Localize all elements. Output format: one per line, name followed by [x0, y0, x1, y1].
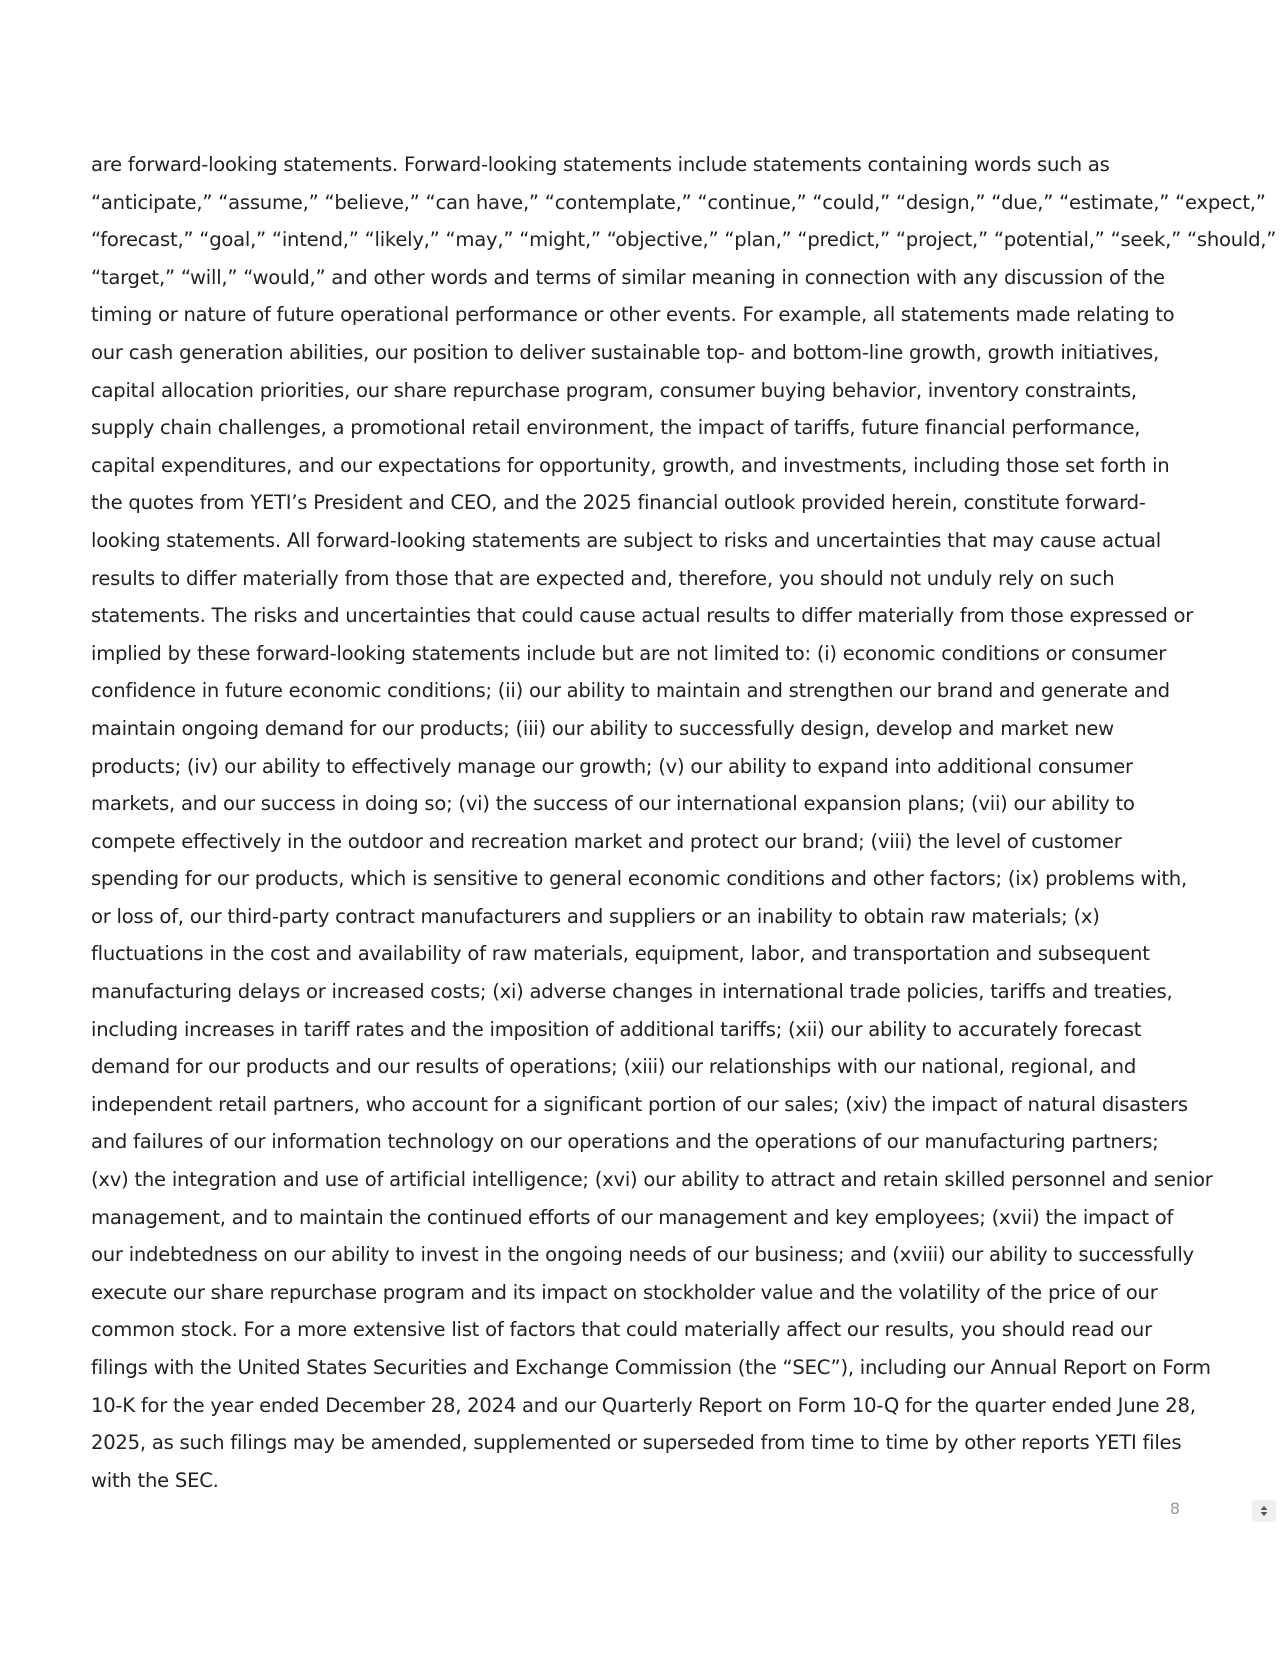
paragraph-line: common stock. For a more extensive list of factors that could materially affect our results, you should read our: [91, 1318, 1152, 1342]
paragraph-line: the quotes from YETI’s President and CEO, and the 2025 financial outlook provided herein, constitute forward-: [91, 491, 1146, 515]
paragraph-line: supply chain challenges, a promotional retail environment, the impact of tariffs, future financial performance,: [91, 416, 1141, 440]
paragraph-line: maintain ongoing demand for our products; (iii) our ability to successfully design, develop and market new: [91, 716, 1114, 740]
paragraph-line: or loss of, our third-party contract manufacturers and suppliers or an inability to obtain raw materials; (x): [91, 904, 1100, 928]
paragraph-line: fluctuations in the cost and availability of raw materials, equipment, labor, and transportation and subsequent: [91, 942, 1150, 966]
paragraph-line: compete effectively in the outdoor and recreation market and protect our brand; (viii) the level of customer: [91, 829, 1122, 853]
paragraph-line: manufacturing delays or increased costs; (xi) adverse changes in international trade policies, tariffs and treaties,: [91, 980, 1173, 1004]
paragraph-line: with the SEC.: [91, 1468, 219, 1492]
page-number: 8: [1169, 1499, 1180, 1518]
paragraph-line: “target,” “will,” “would,” and other words and terms of similar meaning in connection with any discussion of the: [91, 265, 1165, 289]
paragraph-line: products; (iv) our ability to effectively manage our growth; (v) our ability to expand into additional consumer: [91, 754, 1133, 778]
paragraph-line: management, and to maintain the continued efforts of our management and key employees; (xvii) the impact of: [91, 1205, 1174, 1229]
forward-looking-statements-paragraph: [91, 146, 1277, 1499]
scroll-stepper-button[interactable]: [1252, 1500, 1276, 1522]
paragraph-line: demand for our products and our results of operations; (xiii) our relationships with our national, regional, and: [91, 1055, 1137, 1079]
paragraph-line: execute our share repurchase program and its impact on stockholder value and the volatility of the price of our: [91, 1280, 1158, 1304]
paragraph-line: implied by these forward-looking statements include but are not limited to: (i) economic conditions or consumer: [91, 641, 1167, 665]
paragraph-line: our cash generation abilities, our position to deliver sustainable top- and bottom-line growth, growth initiatives,: [91, 340, 1159, 364]
paragraph-line: markets, and our success in doing so; (vi) the success of our international expansion plans; (vii) our ability to: [91, 792, 1135, 816]
paragraph-line: capital allocation priorities, our share repurchase program, consumer buying behavior, inventory constraints,: [91, 378, 1137, 402]
up-down-chevron-icon: [1259, 1504, 1269, 1518]
paragraph-line: timing or nature of future operational performance or other events. For example, all statements made relating to: [91, 303, 1175, 327]
paragraph-line: and failures of our information technology on our operations and the operations of our manufacturing partners;: [91, 1130, 1159, 1154]
paragraph-line: filings with the United States Securities and Exchange Commission (the “SEC”), including our Annual Report on Form: [91, 1356, 1211, 1379]
paragraph-line: statements. The risks and uncertainties that could cause actual results to differ materially from those expressed or: [91, 604, 1194, 628]
paragraph-line: are forward-looking statements. Forward-looking statements include statements containing words such as: [91, 153, 1110, 176]
paragraph-line: “anticipate,” “assume,” “believe,” “can have,” “contemplate,” “continue,” “could,” “design,” “due,” “estimate,” “expect,”: [91, 190, 1266, 214]
paragraph-line: looking statements. All forward-looking statements are subject to risks and uncertainties that may cause actual: [91, 528, 1161, 552]
paragraph-line: 2025, as such filings may be amended, supplemented or superseded from time to time by other reports YETI files: [91, 1431, 1182, 1455]
paragraph-line: our indebtedness on our ability to invest in the ongoing needs of our business; and (xviii) our ability to successfully: [91, 1243, 1194, 1267]
paragraph-line: independent retail partners, who account for a significant portion of our sales; (xiv) the impact of natural disasters: [91, 1092, 1188, 1116]
paragraph-line: (xv) the integration and use of artificial intelligence; (xvi) our ability to attract and retain skilled personnel and senior: [91, 1168, 1213, 1192]
paragraph-line: capital expenditures, and our expectations for opportunity, growth, and investments, including those set forth in: [91, 453, 1170, 477]
paragraph-line: results to differ materially from those that are expected and, therefore, you should not unduly rely on such: [91, 566, 1115, 590]
paragraph-line: “forecast,” “goal,” “intend,” “likely,” “may,” “might,” “objective,” “plan,” “predict,” “project,” “potential,” “seek,” “should,”: [91, 228, 1277, 252]
paragraph-line: confidence in future economic conditions; (ii) our ability to maintain and strengthen our brand and generate and: [91, 679, 1170, 703]
paragraph-line: 10-K for the year ended December 28, 2024 and our Quarterly Report on Form 10-Q for the quarter ended June 28,: [91, 1393, 1196, 1417]
paragraph-line: spending for our products, which is sensitive to general economic conditions and other factors; (ix) problems with,: [91, 867, 1187, 891]
paragraph-line: including increases in tariff rates and the imposition of additional tariffs; (xii) our ability to accurately forecast: [91, 1017, 1142, 1041]
